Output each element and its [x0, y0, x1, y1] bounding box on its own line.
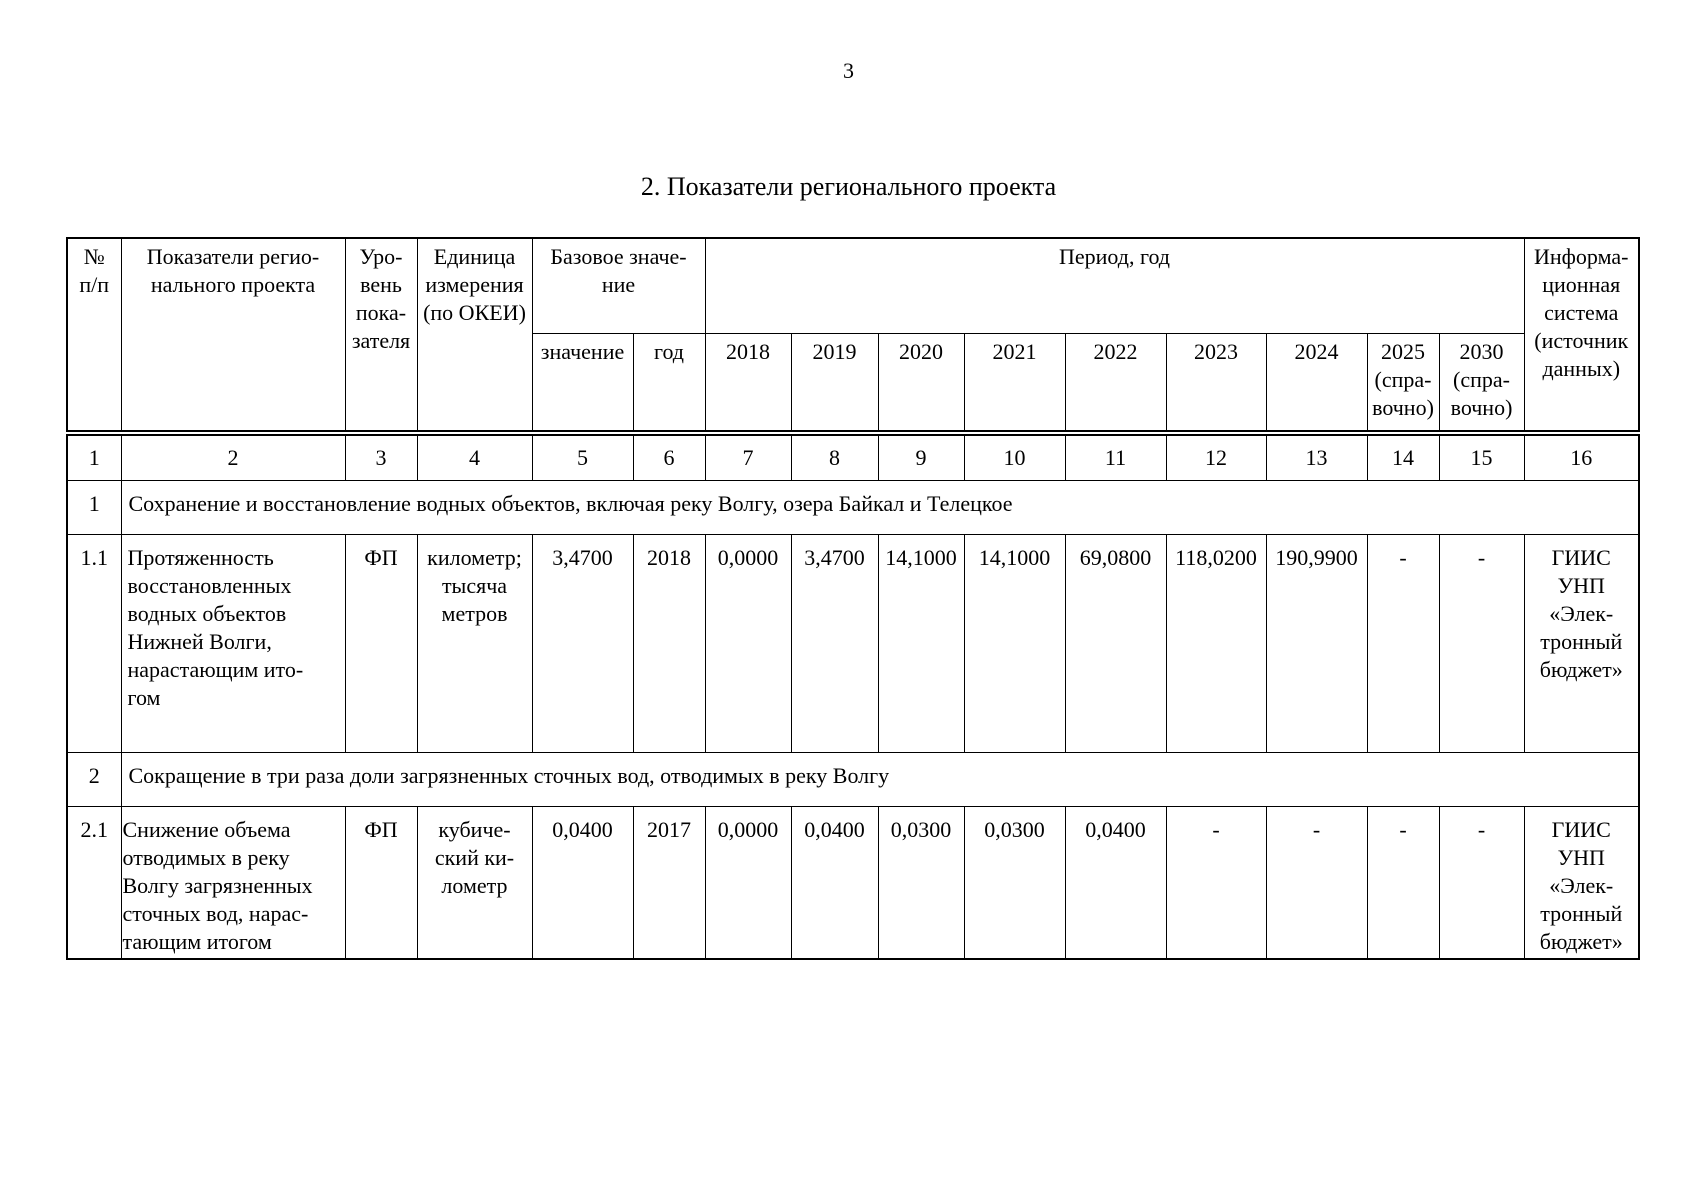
info-system: ГИИС УНП «Элек- тронный бюджет» [1524, 535, 1639, 753]
year-value: 0,0000 [705, 807, 791, 960]
unit: кубиче- ский ки- лометр [417, 807, 532, 960]
indicator-name: Протяженность восстановленных водных объектов Нижней Волги, нарастающим ито- гом [121, 535, 345, 753]
indicator-level: ФП [345, 535, 417, 753]
year-value: 0,0000 [705, 535, 791, 753]
column-number: 9 [878, 435, 964, 481]
header-year: 2022 [1065, 333, 1166, 431]
header-year: 2019 [791, 333, 878, 431]
header-year: 2025 (спра- вочно) [1367, 333, 1439, 431]
header-level: Уро- вень пока- зателя [345, 238, 417, 431]
year-value: 0,0400 [791, 807, 878, 960]
unit: километр; тысяча метров [417, 535, 532, 753]
year-value: 0,0300 [964, 807, 1065, 960]
base-year: 2017 [633, 807, 705, 960]
column-number: 13 [1266, 435, 1367, 481]
header-unit: Единица измерения (по ОКЕИ) [417, 238, 532, 431]
column-number: 4 [417, 435, 532, 481]
header-year: 2018 [705, 333, 791, 431]
table-row [67, 807, 1639, 960]
indicator-level: ФП [345, 807, 417, 960]
year-value: 190,9900 [1266, 535, 1367, 753]
indicator-name: Снижение объема отводимых в реку Волгу загрязненных сточных вод, нарас- тающим итогом [121, 807, 345, 960]
section-row [67, 481, 1639, 535]
row-number: 2.1 [67, 807, 121, 960]
column-number: 7 [705, 435, 791, 481]
column-number: 16 [1524, 435, 1639, 481]
base-value: 0,0400 [532, 807, 633, 960]
year-value: - [1367, 807, 1439, 960]
year-value: - [1266, 807, 1367, 960]
year-value: 69,0800 [1065, 535, 1166, 753]
year-value: - [1367, 535, 1439, 753]
base-value: 3,4700 [532, 535, 633, 753]
header-base-year: год [633, 333, 705, 431]
column-number: 5 [532, 435, 633, 481]
column-number: 2 [121, 435, 345, 481]
header-num: № п/п [67, 238, 121, 431]
column-number: 14 [1367, 435, 1439, 481]
year-value: 0,0300 [878, 807, 964, 960]
header-indicator: Показатели регио- нального проекта [121, 238, 345, 431]
table-row [67, 535, 1639, 753]
header-period: Период, год [705, 238, 1524, 333]
header-year: 2023 [1166, 333, 1266, 431]
indicators-table-header [66, 237, 1640, 432]
year-value: - [1439, 807, 1524, 960]
header-base: Базовое значе- ние [532, 238, 705, 333]
column-number: 12 [1166, 435, 1266, 481]
header-year: 2020 [878, 333, 964, 431]
section-number: 1 [67, 481, 121, 535]
column-number: 10 [964, 435, 1065, 481]
section-number: 2 [67, 753, 121, 807]
year-value: 3,4700 [791, 535, 878, 753]
column-number: 1 [67, 435, 121, 481]
year-value: 118,0200 [1166, 535, 1266, 753]
base-year: 2018 [633, 535, 705, 753]
column-number: 3 [345, 435, 417, 481]
column-number: 15 [1439, 435, 1524, 481]
year-value: - [1439, 535, 1524, 753]
info-system: ГИИС УНП «Элек- тронный бюджет» [1524, 807, 1639, 960]
page-number: 3 [843, 58, 854, 83]
column-number: 11 [1065, 435, 1166, 481]
section-row [67, 753, 1639, 807]
header-year: 2024 [1266, 333, 1367, 431]
year-value: 14,1000 [964, 535, 1065, 753]
year-value: 0,0400 [1065, 807, 1166, 960]
column-number: 8 [791, 435, 878, 481]
year-value: - [1166, 807, 1266, 960]
column-numbers-row [67, 435, 1639, 481]
header-base-value: значение [532, 333, 633, 431]
section-title: Сокращение в три раза доли загрязненных сточных вод, отводимых в реку Волгу [121, 753, 1639, 807]
section-title: Сохранение и восстановление водных объектов, включая реку Волгу, озера Байкал и Телецкое [121, 481, 1639, 535]
year-value: 14,1000 [878, 535, 964, 753]
indicators-table-body [66, 434, 1640, 960]
column-number: 6 [633, 435, 705, 481]
row-number: 1.1 [67, 535, 121, 753]
header-year: 2021 [964, 333, 1065, 431]
page-title: 2. Показатели регионального проекта [640, 172, 1057, 201]
header-year: 2030 (спра- вочно) [1439, 333, 1524, 431]
header-info-system: Информа- ционная система (источник данных) [1524, 238, 1639, 431]
